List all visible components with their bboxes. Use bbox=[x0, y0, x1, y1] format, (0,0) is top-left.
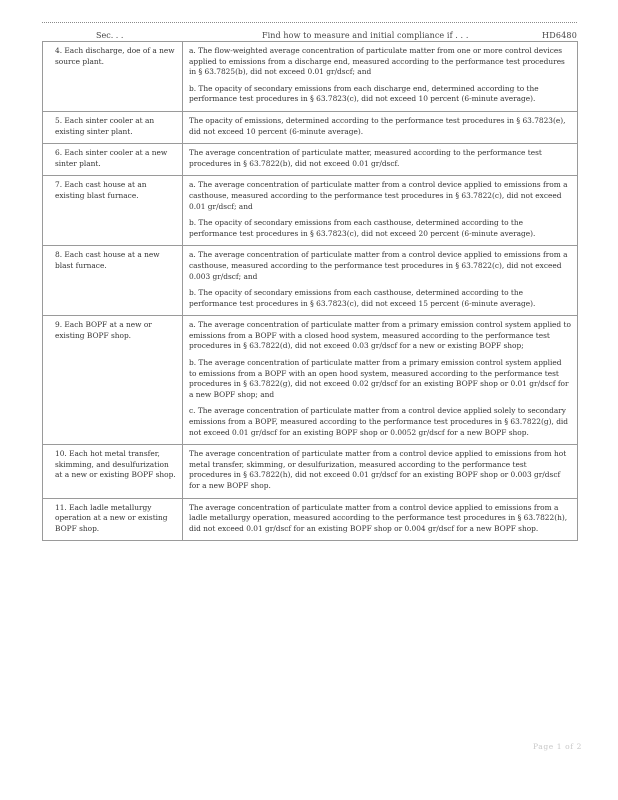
section-label: Sec. . . bbox=[96, 31, 124, 40]
standard-paragraph: The average concentration of particulate matter from a control device applied to emissions from a ladle metallurgy operation, measured according to the performance test procedures in § 63.7822(h), did not exceed 0.01 gr/dscf for an existing BOPF shop or 0.004 gr/dscf for a new BOPF shop. bbox=[189, 502, 568, 533]
standard-paragraph: b. The opacity of secondary emissions from each casthouse, determined according to the performance test procedures in § 63.7823(c), did not exceed 20 percent (6-minute average). bbox=[189, 218, 536, 238]
affected-source-cell: 8. Each cast house at a new blast furnace. bbox=[43, 246, 183, 316]
standard-cell bbox=[183, 246, 578, 316]
affected-source-cell: 9. Each BOPF at a new or existing BOPF shop. bbox=[43, 316, 183, 445]
compliance-table bbox=[42, 41, 577, 541]
table-row bbox=[43, 144, 578, 176]
table-row bbox=[43, 42, 578, 112]
affected-source-cell: 7. Each cast house at an existing blast furnace. bbox=[43, 176, 183, 246]
standard-paragraph: b. The average concentration of particulate matter from a primary emission control system applied to emissions from a BOPF with an open hood system, measured according to the performance test procedures in § 63.7822(g), did not exceed 0.02 gr/dscf for an existing BOPF shop or 0.01 gr/dscf for a new BOPF shop; and bbox=[189, 358, 569, 399]
table-row bbox=[43, 246, 578, 316]
page-footer-mark: Page 1 of 2 bbox=[532, 742, 582, 751]
standard-paragraph: b. The opacity of secondary emissions from each discharge end, determined according to the performance test procedures in § 63.7823(c), did not exceed 10 percent (6-minute average). bbox=[189, 83, 539, 104]
standard-paragraph: The opacity of emissions, determined according to the performance test procedures in § 63.7823(e), did not exceed 10 percent (6-minute average). bbox=[189, 115, 566, 136]
standard-cell bbox=[183, 144, 578, 176]
standard-cell bbox=[183, 42, 578, 112]
standard-paragraph: c. The average concentration of particulate matter from a control device applied solely to secondary emissions from a BOPF, measured according to the performance test procedures in § 63.7822(g), did not exceed 0.01 gr/dscf for an existing BOPF shop or 0.0052 gr/dscf for a new BOPF shop. bbox=[189, 406, 569, 437]
document-id: HD6480 bbox=[542, 31, 577, 40]
standard-paragraph: a. The average concentration of particulate matter from a control device applied to emissions from a casthouse, measured according to the performance test procedures in § 63.7822(c), did not exceed 0.01 gr/dscf; and bbox=[189, 180, 568, 211]
standard-paragraph: a. The flow-weighted average concentration of particulate matter from one or more control devices applied to emissions from a discharge end, measured according to the performance test procedures in § 63.7825(b), did not exceed 0.01 gr/dscf; and bbox=[189, 46, 565, 77]
affected-source-cell: 4. Each discharge, doe of a new source plant. bbox=[43, 42, 183, 112]
table-row bbox=[43, 111, 578, 143]
standard-paragraph: a. The average concentration of particulate matter from a control device applied to emissions from a casthouse, measured according to the performance test procedures in § 63.7822(c), did not exceed 0.003 gr/dscf; and bbox=[189, 250, 568, 281]
standard-cell bbox=[183, 316, 578, 445]
table-row bbox=[43, 176, 578, 246]
affected-source-cell: 5. Each sinter cooler at an existing sinter plant. bbox=[43, 111, 183, 143]
standard-cell bbox=[183, 111, 578, 143]
standard-paragraph: b. The opacity of secondary emissions from each casthouse, determined according to the performance test procedures in § 63.7823(c), did not exceed 15 percent (6-minute average). bbox=[189, 288, 536, 308]
affected-source-cell: 6. Each sinter cooler at a new sinter plant. bbox=[43, 144, 183, 176]
standard-paragraph: The average concentration of particulate matter, measured according to the performance test procedures in § 63.7822(b), did not exceed 0.01 gr/dscf. bbox=[189, 148, 542, 168]
standard-cell bbox=[183, 176, 578, 246]
table-row bbox=[43, 498, 578, 541]
standard-cell bbox=[183, 498, 578, 541]
standard-paragraph: The average concentration of particulate matter from a control device applied to emissions from hot metal transfer, skimming, or desulfurization, measured according to the performance test procedures in § 63.7822(h), did not exceed 0.01 gr/dscf for an existing BOPF shop or 0.003 gr/dscf for a new BOPF shop. bbox=[189, 449, 567, 490]
table-column-heading: Find how to measure and initial compliance if . . . bbox=[262, 31, 469, 40]
affected-source-cell: 11. Each ladle metallurgy operation at a new or existing BOPF shop. bbox=[43, 498, 183, 541]
table-row bbox=[43, 316, 578, 445]
table-row bbox=[43, 445, 578, 498]
standard-paragraph: a. The average concentration of particulate matter from a primary emission control system applied to emissions from a BOPF with a closed hood system, measured according to the performance test procedures in § 63.7822(d), did not exceed 0.03 gr/dscf for a new or existing BOPF shop; bbox=[189, 320, 571, 351]
standard-cell bbox=[183, 445, 578, 498]
affected-source-cell: 10. Each hot metal transfer, skimming, and desulfurization at a new or existing BOPF shop. bbox=[43, 445, 183, 498]
